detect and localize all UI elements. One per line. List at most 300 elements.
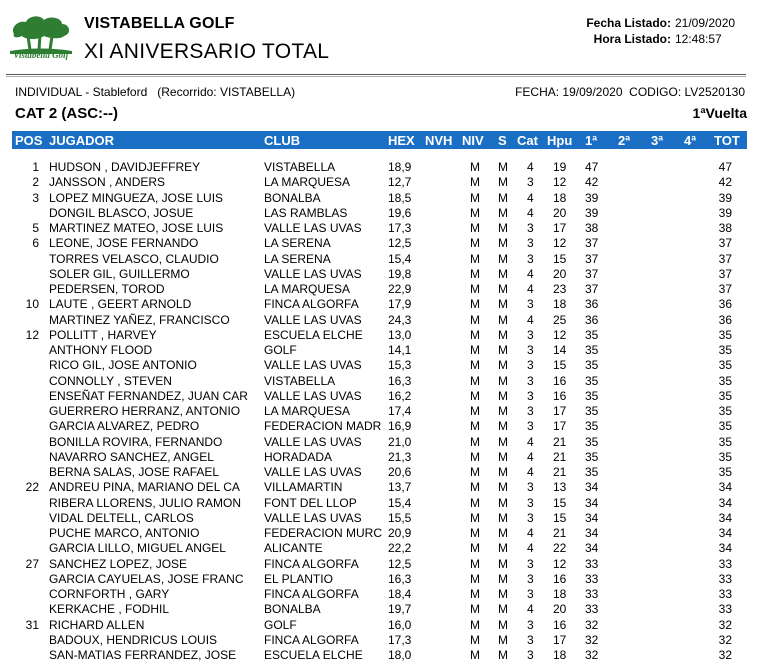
player-name: PUCHE MARCO, ANTONIO — [49, 526, 200, 540]
round1-score: 33 — [585, 587, 599, 601]
playing-handicap: 18 — [553, 190, 567, 205]
playing-handicap: 23 — [553, 282, 567, 296]
round1-score: 34 — [585, 495, 599, 510]
round1-score: 35 — [585, 434, 599, 449]
round1-score: 35 — [585, 388, 599, 403]
level: M — [470, 449, 480, 464]
col-s: S — [498, 133, 507, 148]
position: 10 — [25, 297, 39, 312]
category-cell: 3 — [527, 373, 534, 388]
total-score: 38 — [718, 221, 732, 235]
table-row — [0, 557, 783, 572]
playing-handicap: 16 — [553, 373, 567, 388]
table-row — [0, 572, 783, 587]
club-name: VISTABELLA GOLF — [84, 15, 235, 32]
player-name: PEDERSEN, TOROD — [49, 282, 165, 296]
club-name-cell: VILLAMARTIN — [264, 480, 343, 495]
sex: M — [498, 465, 508, 479]
handicap-exact: 20,6 — [388, 465, 412, 479]
sex: M — [498, 236, 508, 251]
player-name: KERKACHE , FODHIL — [49, 602, 170, 617]
club-name-cell: GOLF — [264, 617, 297, 632]
round1-score: 37 — [585, 251, 599, 266]
playing-handicap: 20 — [553, 266, 567, 281]
level: M — [470, 205, 480, 220]
player-name: SANCHEZ LOPEZ, JOSE — [49, 556, 188, 571]
position: 27 — [25, 556, 39, 571]
sex: M — [498, 556, 508, 571]
total-score: 37 — [718, 236, 732, 251]
level: M — [470, 419, 480, 434]
handicap-exact: 18,9 — [388, 160, 412, 174]
club-name-cell: VALLE LAS UVAS — [264, 388, 362, 403]
total-score: 37 — [718, 266, 732, 281]
player-name: MARTINEZ YAÑEZ, FRANCISCO — [49, 312, 230, 327]
level: M — [470, 602, 480, 617]
total-score: 33 — [718, 571, 732, 586]
round1-score: 37 — [585, 266, 599, 281]
club-name-cell: VISTABELLA — [264, 160, 336, 174]
handicap-exact: 15,3 — [388, 358, 412, 373]
category-cell: 4 — [527, 282, 534, 296]
handicap-exact: 17,9 — [388, 297, 412, 312]
level: M — [470, 571, 480, 586]
player-name: VIDAL DELTELL, CARLOS — [49, 510, 194, 525]
total-score: 39 — [718, 190, 732, 205]
club-name-cell: LA MARQUESA — [264, 282, 351, 296]
playing-handicap: 16 — [553, 617, 567, 632]
player-name: GUERRERO HERRANZ, ANTONIO — [49, 404, 241, 418]
handicap-exact: 16,3 — [388, 571, 412, 586]
category-cell: 3 — [527, 221, 534, 235]
handicap-exact: 19,6 — [388, 205, 412, 220]
round1-score: 42 — [585, 175, 599, 190]
handicap-exact: 15,5 — [388, 510, 412, 525]
total-score: 35 — [718, 434, 732, 449]
handicap-exact: 18,0 — [388, 648, 412, 662]
club-name-cell: FINCA ALGORFA — [264, 556, 359, 571]
playing-handicap: 18 — [553, 297, 567, 312]
player-name: LOPEZ MINGUEZA, JOSE LUIS — [49, 190, 224, 205]
playing-handicap: 12 — [553, 556, 567, 571]
sex: M — [498, 480, 508, 495]
handicap-exact: 17,4 — [388, 404, 412, 418]
player-name: GARCIA LILLO, MIGUEL ANGEL — [49, 541, 226, 556]
category-cell: 3 — [527, 510, 534, 525]
sex: M — [498, 541, 508, 556]
position: 5 — [32, 221, 39, 235]
player-name: SOLER GIL, GUILLERMO — [49, 266, 190, 281]
player-name: CONNOLLY , STEVEN — [49, 373, 172, 388]
club-name-cell: ESCUELA ELCHE — [264, 327, 363, 342]
club-name-cell: FINCA ALGORFA — [264, 587, 359, 601]
club-name-cell: FINCA ALGORFA — [264, 632, 359, 647]
divider — [6, 76, 746, 77]
position: 22 — [25, 480, 39, 495]
level: M — [470, 251, 480, 266]
sex: M — [498, 358, 508, 373]
category-cell: 4 — [527, 205, 534, 220]
fecha-listado-label: Fecha Listado: — [586, 16, 671, 30]
player-name: NAVARRO SANCHEZ, ANGEL — [49, 449, 214, 464]
event-name: XI ANIVERSARIO TOTAL — [84, 40, 330, 63]
category-cell: 3 — [527, 388, 534, 403]
category-cell: 3 — [527, 404, 534, 418]
total-score: 33 — [718, 556, 732, 571]
playing-handicap: 17 — [553, 632, 567, 647]
level: M — [470, 236, 480, 251]
table-row — [0, 587, 783, 602]
handicap-exact: 22,2 — [388, 541, 412, 556]
playing-handicap: 18 — [553, 648, 567, 662]
level: M — [470, 373, 480, 388]
club-name-cell: VALLE LAS UVAS — [264, 465, 362, 479]
level: M — [470, 587, 480, 601]
handicap-exact: 21,0 — [388, 434, 412, 449]
sex: M — [498, 419, 508, 434]
sex: M — [498, 526, 508, 540]
fecha-listado-value: 21/09/2020 — [675, 16, 736, 30]
table-row — [0, 389, 783, 404]
round1-score: 35 — [585, 327, 599, 342]
club-name-cell: VALLE LAS UVAS — [264, 266, 362, 281]
handicap-exact: 12,7 — [388, 175, 412, 190]
round1-score: 39 — [585, 190, 599, 205]
player-name: MARTINEZ MATEO, JOSE LUIS — [49, 221, 224, 235]
col-hpu: Hpu — [547, 133, 573, 148]
total-score: 35 — [718, 388, 732, 403]
playing-handicap: 20 — [553, 205, 567, 220]
club-name-cell: LA SERENA — [264, 251, 331, 266]
table-row — [0, 496, 783, 511]
playing-handicap: 12 — [553, 327, 567, 342]
club-name-cell: LA SERENA — [264, 236, 331, 251]
col-nvh: NVH — [425, 133, 453, 148]
round1-score: 39 — [585, 205, 599, 220]
level: M — [470, 343, 480, 357]
total-score: 34 — [718, 510, 732, 525]
club-name-cell: VALLE LAS UVAS — [264, 434, 362, 449]
category-cell: 4 — [527, 526, 534, 540]
total-score: 39 — [718, 205, 732, 220]
total-score: 35 — [718, 343, 732, 357]
sex: M — [498, 205, 508, 220]
sex: M — [498, 327, 508, 342]
sex: M — [498, 221, 508, 235]
level: M — [470, 480, 480, 495]
handicap-exact: 18,4 — [388, 587, 412, 601]
category-cell: 4 — [527, 160, 534, 174]
col-jugador: JUGADOR — [49, 133, 115, 148]
level: M — [470, 388, 480, 403]
table-row — [0, 526, 783, 541]
category-cell: 4 — [527, 602, 534, 617]
col-pos: POS — [15, 133, 43, 148]
round1-score: 38 — [585, 221, 599, 235]
player-name: POLLITT , HARVEY — [49, 327, 157, 342]
club-name-cell: VISTABELLA — [264, 373, 336, 388]
club-name-cell: BONALBA — [264, 602, 321, 617]
handicap-exact: 20,9 — [388, 526, 412, 540]
player-name: BONILLA ROVIRA, FERNANDO — [49, 434, 223, 449]
player-name: DONGIL BLASCO, JOSUE — [49, 205, 194, 220]
table-row — [0, 206, 783, 221]
club-name-cell: LA MARQUESA — [264, 404, 351, 418]
category-cell: 3 — [527, 632, 534, 647]
handicap-exact: 16,9 — [388, 419, 412, 434]
table-row — [0, 633, 783, 648]
handicap-exact: 15,4 — [388, 495, 412, 510]
total-score: 32 — [718, 648, 732, 662]
category-cell: 3 — [527, 480, 534, 495]
table-row — [0, 465, 783, 480]
table-row — [0, 160, 783, 175]
level: M — [470, 510, 480, 525]
table-row — [0, 435, 783, 450]
position: 6 — [32, 236, 39, 251]
round1-score: 36 — [585, 312, 599, 327]
category-cell: 4 — [527, 541, 534, 556]
category-cell: 3 — [527, 587, 534, 601]
round1-score: 35 — [585, 404, 599, 418]
player-name: GARCIA ALVAREZ, PEDRO — [49, 419, 200, 434]
handicap-exact: 16,3 — [388, 373, 412, 388]
playing-handicap: 25 — [553, 312, 567, 327]
table-row — [0, 374, 783, 389]
sex: M — [498, 632, 508, 647]
total-score: 36 — [718, 312, 732, 327]
level: M — [470, 160, 480, 174]
handicap-exact: 13,0 — [388, 327, 412, 342]
table-row — [0, 648, 783, 663]
sex: M — [498, 648, 508, 662]
table-row — [0, 221, 783, 236]
total-score: 35 — [718, 404, 732, 418]
playing-handicap: 13 — [553, 480, 567, 495]
category-cell: 4 — [527, 190, 534, 205]
category-cell: 3 — [527, 419, 534, 434]
sex: M — [498, 312, 508, 327]
club-name-cell: LAS RAMBLAS — [264, 205, 348, 220]
table-row — [0, 328, 783, 343]
sex: M — [498, 160, 508, 174]
category-cell: 3 — [527, 251, 534, 266]
round1-score: 47 — [585, 160, 599, 174]
sex: M — [498, 282, 508, 296]
table-header — [12, 131, 747, 149]
round1-score: 32 — [585, 632, 599, 647]
level: M — [470, 312, 480, 327]
club-name-cell: VALLE LAS UVAS — [264, 510, 362, 525]
category-cell: 3 — [527, 343, 534, 357]
handicap-exact: 21,3 — [388, 449, 412, 464]
playing-handicap: 15 — [553, 358, 567, 373]
sex: M — [498, 190, 508, 205]
position: 2 — [32, 175, 39, 190]
playing-handicap: 17 — [553, 221, 567, 235]
player-name: LEONE, JOSE FERNANDO — [49, 236, 199, 251]
playing-handicap: 22 — [553, 541, 567, 556]
level: M — [470, 190, 480, 205]
table-row — [0, 450, 783, 465]
handicap-exact: 13,7 — [388, 480, 412, 495]
category-cell: 4 — [527, 449, 534, 464]
handicap-exact: 19,7 — [388, 602, 412, 617]
category-title: CAT 2 (ASC:--) — [15, 105, 119, 122]
club-name-cell: FEDERACION MADR — [264, 419, 382, 434]
playing-handicap: 15 — [553, 495, 567, 510]
table-row — [0, 511, 783, 526]
logo-text: Vistabella Golf — [13, 50, 69, 60]
total-score: 32 — [718, 632, 732, 647]
total-score: 34 — [718, 526, 732, 540]
category-cell: 3 — [527, 327, 534, 342]
handicap-exact: 12,5 — [388, 556, 412, 571]
playing-handicap: 20 — [553, 602, 567, 617]
sex: M — [498, 510, 508, 525]
player-name: BADOUX, HENDRICUS LOUIS — [49, 632, 218, 647]
category-cell: 4 — [527, 434, 534, 449]
handicap-exact: 18,5 — [388, 190, 412, 205]
round1-score: 35 — [585, 343, 599, 357]
category-cell: 3 — [527, 617, 534, 632]
round1-score: 34 — [585, 526, 599, 540]
playing-handicap: 21 — [553, 449, 567, 464]
handicap-exact: 17,3 — [388, 632, 412, 647]
table-row — [0, 541, 783, 556]
col-r1: 1ª — [585, 133, 598, 148]
player-name: TORRES VELASCO, CLAUDIO — [49, 251, 219, 266]
player-name: RIBERA LLORENS, JULIO RAMON — [49, 495, 242, 510]
col-r4: 4ª — [684, 133, 697, 148]
category-cell: 3 — [527, 358, 534, 373]
col-r3: 3ª — [651, 133, 664, 148]
club-name-cell: ESCUELA ELCHE — [264, 648, 363, 662]
total-score: 35 — [718, 358, 732, 373]
handicap-exact: 24,3 — [388, 312, 412, 327]
hora-listado-label: Hora Listado: — [593, 32, 671, 46]
col-hex: HEX — [388, 133, 415, 148]
total-score: 33 — [718, 602, 732, 617]
category-cell: 4 — [527, 266, 534, 281]
sex: M — [498, 373, 508, 388]
player-name: CORNFORTH , GARY — [49, 587, 170, 601]
total-score: 35 — [718, 373, 732, 388]
playing-handicap: 16 — [553, 388, 567, 403]
club-name-cell: VALLE LAS UVAS — [264, 221, 362, 235]
playing-handicap: 15 — [553, 510, 567, 525]
total-score: 37 — [718, 251, 732, 266]
round1-score: 32 — [585, 617, 599, 632]
divider — [6, 74, 746, 75]
playing-handicap: 21 — [553, 526, 567, 540]
total-score: 35 — [718, 449, 732, 464]
round1-score: 35 — [585, 465, 599, 479]
sex: M — [498, 297, 508, 312]
level: M — [470, 465, 480, 479]
total-score: 33 — [718, 587, 732, 601]
handicap-exact: 19,8 — [388, 266, 412, 281]
sex: M — [498, 266, 508, 281]
playing-handicap: 21 — [553, 465, 567, 479]
player-name: ANDREU PINA, MARIANO DEL CA — [49, 480, 240, 495]
category-cell: 3 — [527, 495, 534, 510]
sex: M — [498, 617, 508, 632]
level: M — [470, 632, 480, 647]
col-r2: 2ª — [618, 133, 631, 148]
playing-handicap: 12 — [553, 236, 567, 251]
player-name: RICHARD ALLEN — [49, 617, 145, 632]
player-name: ANTHONY FLOOD — [49, 343, 153, 357]
total-score: 36 — [718, 297, 732, 312]
round1-score: 33 — [585, 571, 599, 586]
club-name-cell: VALLE LAS UVAS — [264, 358, 362, 373]
results-table — [0, 160, 783, 663]
playing-handicap: 12 — [553, 175, 567, 190]
total-score: 34 — [718, 480, 732, 495]
player-name: JANSSON , ANDERS — [49, 175, 166, 190]
handicap-exact: 12,5 — [388, 236, 412, 251]
col-niv: NIV — [462, 133, 484, 148]
club-name-cell: GOLF — [264, 343, 297, 357]
category-cell: 3 — [527, 571, 534, 586]
table-row — [0, 602, 783, 617]
category-cell: 3 — [527, 556, 534, 571]
level: M — [470, 495, 480, 510]
table-row — [0, 480, 783, 495]
position: 12 — [25, 327, 39, 342]
sex: M — [498, 571, 508, 586]
total-score: 35 — [718, 327, 732, 342]
sex: M — [498, 434, 508, 449]
player-name: RICO GIL, JOSE ANTONIO — [49, 358, 197, 373]
table-row — [0, 267, 783, 282]
club-name-cell: HORADADA — [264, 449, 333, 464]
total-score: 34 — [718, 495, 732, 510]
playing-handicap: 17 — [553, 419, 567, 434]
level: M — [470, 526, 480, 540]
total-score: 47 — [718, 160, 732, 174]
club-name-cell: ALICANTE — [264, 541, 323, 556]
table-row — [0, 419, 783, 434]
level: M — [470, 617, 480, 632]
position: 3 — [32, 190, 39, 205]
round1-score: 35 — [585, 373, 599, 388]
round1-score: 35 — [585, 449, 599, 464]
sex: M — [498, 404, 508, 418]
club-name-cell: FINCA ALGORFA — [264, 297, 359, 312]
round1-score: 34 — [585, 480, 599, 495]
level: M — [470, 556, 480, 571]
player-name: SAN-MATIAS FERRANDEZ, JOSE — [49, 648, 237, 662]
table-row — [0, 358, 783, 373]
sex: M — [498, 495, 508, 510]
handicap-exact: 22,9 — [388, 282, 412, 296]
round-title: 1ªVuelta — [692, 105, 747, 121]
round1-score: 37 — [585, 236, 599, 251]
total-score: 42 — [718, 175, 732, 190]
round1-score: 34 — [585, 541, 599, 556]
category-cell: 3 — [527, 175, 534, 190]
club-name-cell: BONALBA — [264, 190, 321, 205]
player-name: BERNA SALAS, JOSE RAFAEL — [49, 465, 220, 479]
table-row — [0, 618, 783, 633]
handicap-exact: 16,0 — [388, 617, 412, 632]
handicap-exact: 17,3 — [388, 221, 412, 235]
playing-handicap: 21 — [553, 434, 567, 449]
table-row — [0, 252, 783, 267]
table-row — [0, 343, 783, 358]
